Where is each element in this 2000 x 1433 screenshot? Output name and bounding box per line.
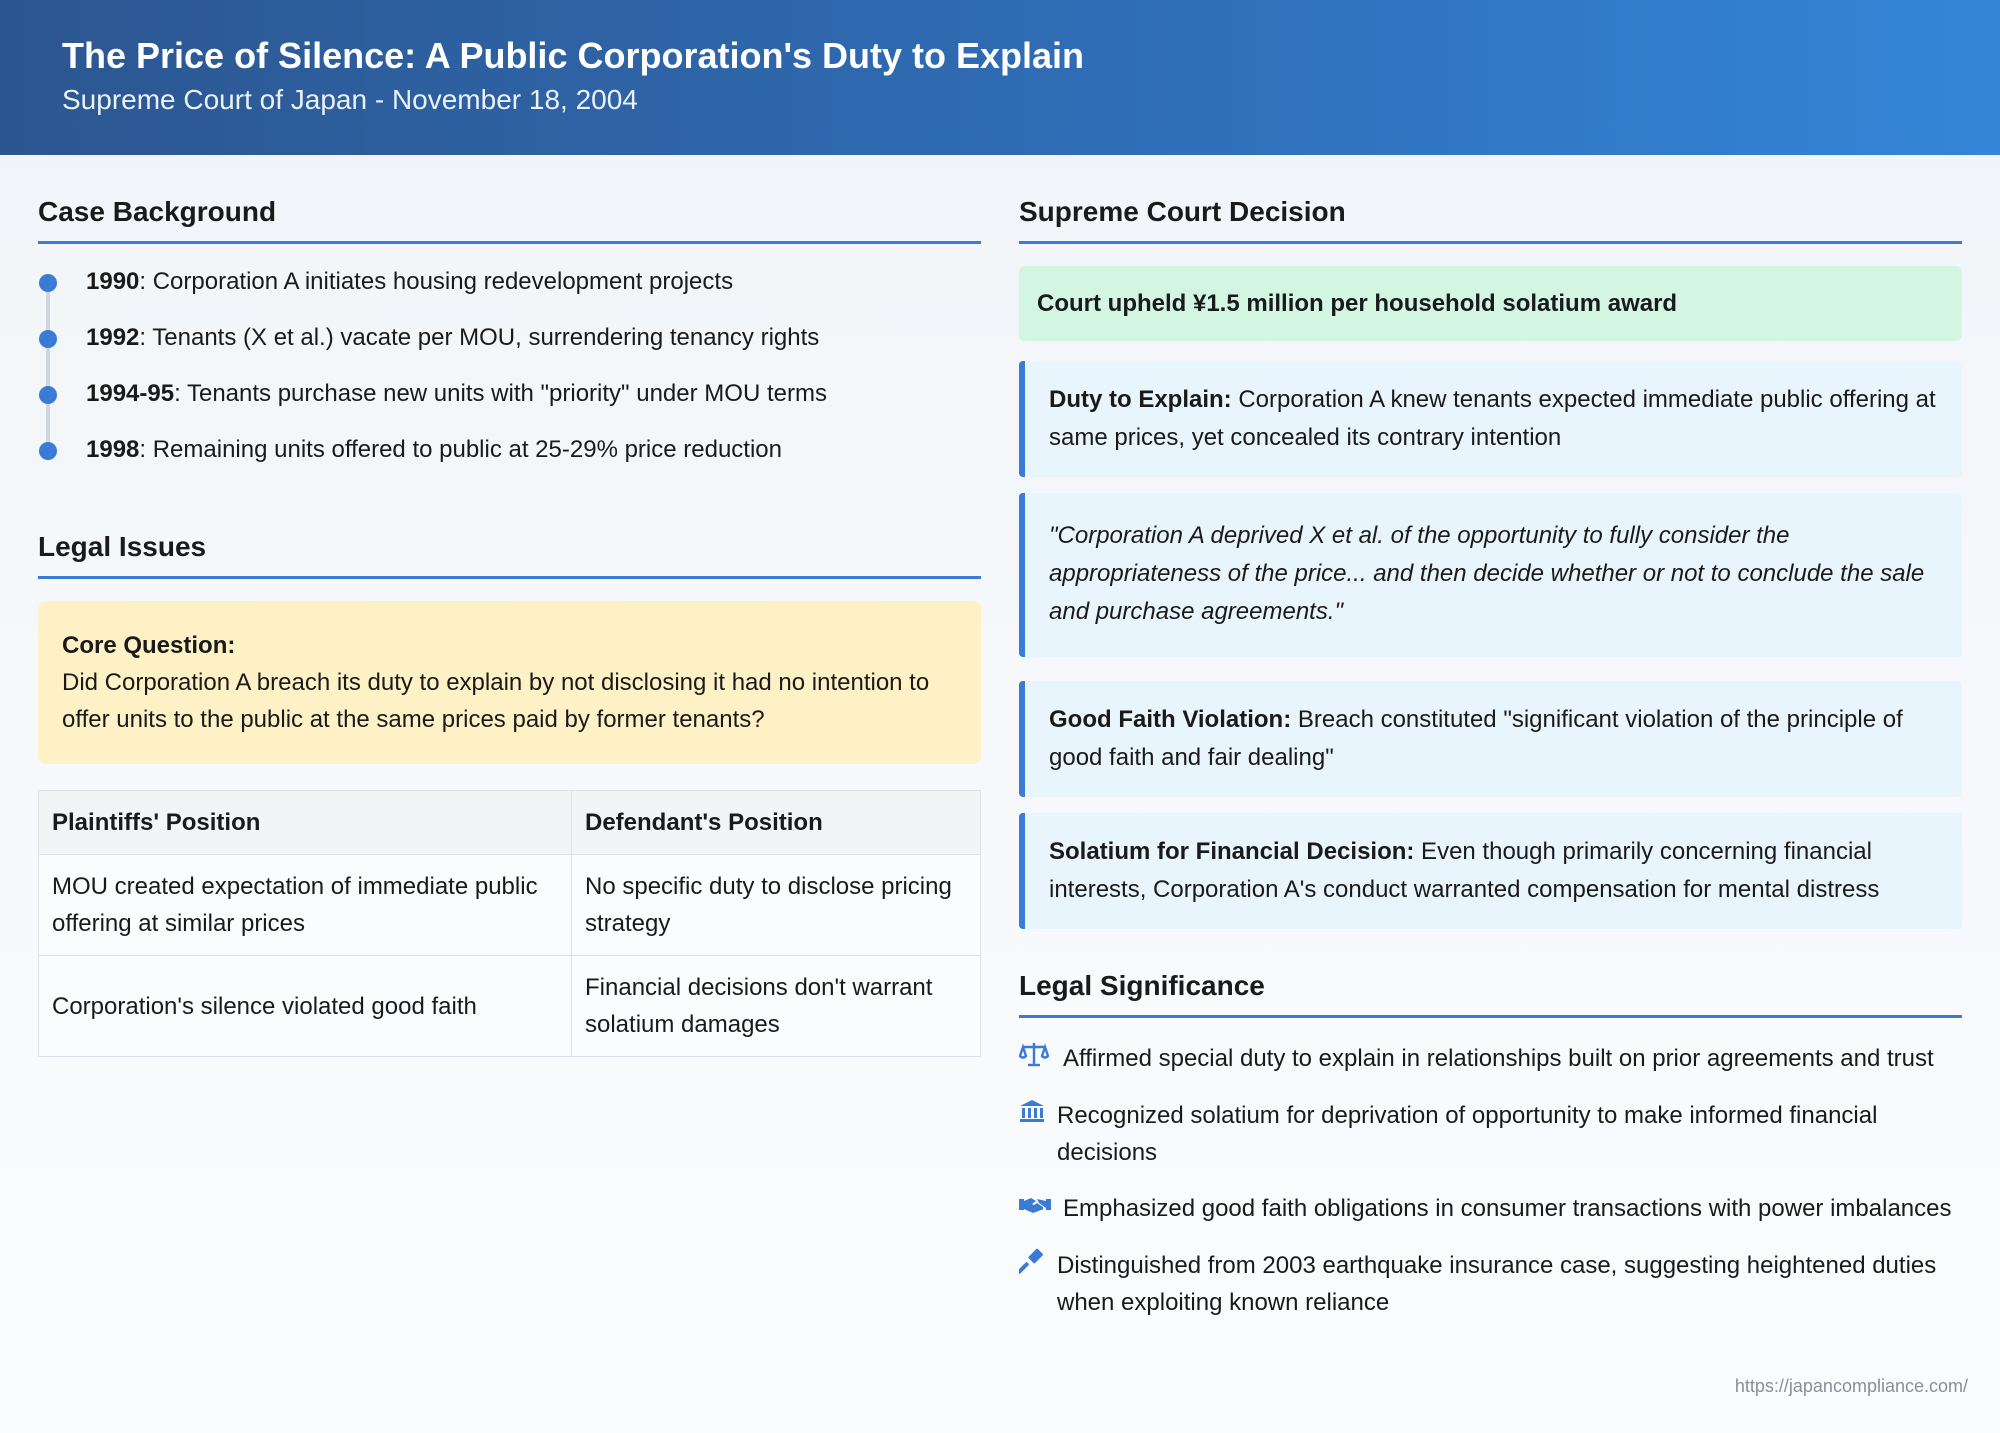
page-title: The Price of Silence: A Public Corporation's Duty to Explain <box>62 35 1085 76</box>
significance-item <box>1019 1190 1962 1228</box>
table-cell: No specific duty to disclose pricing strategy <box>572 855 981 956</box>
core-question-box <box>38 601 981 764</box>
card-text: Even though primarily concerning financial interests, Corporation A's conduct warranted compensation for mental distress <box>1049 838 1880 903</box>
timeline-year: 1990 <box>86 268 140 295</box>
table-cell: MOU created expectation of immediate public offering at similar prices <box>39 855 572 956</box>
table-header-plaintiffs: Plaintiffs' Position <box>39 791 572 855</box>
timeline-dot-icon <box>39 274 57 292</box>
timeline-dot-icon <box>39 330 57 348</box>
timeline-text: : Corporation A initiates housing redevelopment projects <box>139 268 734 295</box>
table-cell: Financial decisions don't warrant solatium damages <box>572 956 981 1057</box>
positions-table <box>38 790 981 1057</box>
timeline-item <box>38 266 981 322</box>
timeline-year: 1994-95 <box>86 380 175 407</box>
card-label: Solatium for Financial Decision: <box>1049 838 1415 865</box>
case-background-title: Case Background <box>38 195 981 244</box>
table-header-row <box>39 791 981 855</box>
quote-card <box>1019 493 1962 657</box>
table-cell: Corporation's silence violated good faith <box>39 956 572 1057</box>
decision-title: Supreme Court Decision <box>1019 195 1962 244</box>
table-row <box>39 855 981 956</box>
significance-text: Recognized solatium for deprivation of opportunity to make informed financial decisions <box>1057 1102 1878 1166</box>
timeline-text: : Tenants (X et al.) vacate per MOU, surrendering tenancy rights <box>139 324 820 351</box>
legal-significance-title: Legal Significance <box>1019 969 1962 1018</box>
page-subtitle: Supreme Court of Japan - November 18, 2004 <box>62 84 638 115</box>
timeline-year: 1998 <box>86 436 140 463</box>
significance-item <box>1019 1040 1962 1078</box>
gavel-icon <box>1019 1247 1057 1321</box>
good-faith-card <box>1019 681 1962 797</box>
timeline-dot-icon <box>39 386 57 404</box>
timeline-text: : Tenants purchase new units with "priority" under MOU terms <box>174 380 827 407</box>
table-row <box>39 956 981 1057</box>
quote-text: "Corporation A deprived X et al. of the opportunity to fully consider the appropriateness of the price... and then decide whether or not to conclude the sale and purchase agreements." <box>1049 522 1925 625</box>
timeline-item <box>38 378 981 434</box>
courthouse-icon <box>1019 1097 1057 1171</box>
scales-icon <box>1019 1040 1063 1078</box>
source-url: https://japancompliance.com/ <box>1734 1376 1968 1396</box>
significance-item <box>1019 1097 1962 1171</box>
card-label: Duty to Explain: <box>1049 386 1232 413</box>
significance-item <box>1019 1247 1962 1321</box>
timeline-dot-icon <box>39 442 57 460</box>
card-text: Corporation A knew tenants expected immediate public offering at same prices, yet concealed its contrary intention <box>1049 386 1936 451</box>
card-text: Breach constituted "significant violation of the principle of good faith and fair dealing" <box>1049 706 1903 771</box>
card-label: Good Faith Violation: <box>1049 706 1292 733</box>
significance-text: Distinguished from 2003 earthquake insurance case, suggesting heightened duties when exploiting known reliance <box>1057 1252 1937 1316</box>
timeline-item <box>38 322 981 378</box>
significance-text: Affirmed special duty to explain in relationships built on prior agreements and trust <box>1063 1045 1934 1072</box>
solatium-card <box>1019 813 1962 929</box>
table-header-defendant: Defendant's Position <box>572 791 981 855</box>
legal-issues-title: Legal Issues <box>38 530 981 579</box>
upheld-banner: Court upheld ¥1.5 million per household solatium award <box>1019 266 1962 341</box>
handshake-icon <box>1019 1190 1063 1228</box>
core-question-text: Did Corporation A breach its duty to explain by not disclosing it had no intention to offer units to the public at the same prices paid by former tenants? <box>62 669 930 733</box>
header <box>0 0 2000 155</box>
left-column <box>38 195 981 1340</box>
right-column <box>1019 195 1962 1340</box>
timeline-year: 1992 <box>86 324 140 351</box>
timeline-text: : Remaining units offered to public at 25-29% price reduction <box>139 436 782 463</box>
significance-text: Emphasized good faith obligations in consumer transactions with power imbalances <box>1063 1195 1952 1222</box>
core-question-title: Core Question: <box>62 632 236 659</box>
timeline <box>38 266 981 490</box>
duty-to-explain-card <box>1019 361 1962 477</box>
timeline-item <box>38 434 981 490</box>
